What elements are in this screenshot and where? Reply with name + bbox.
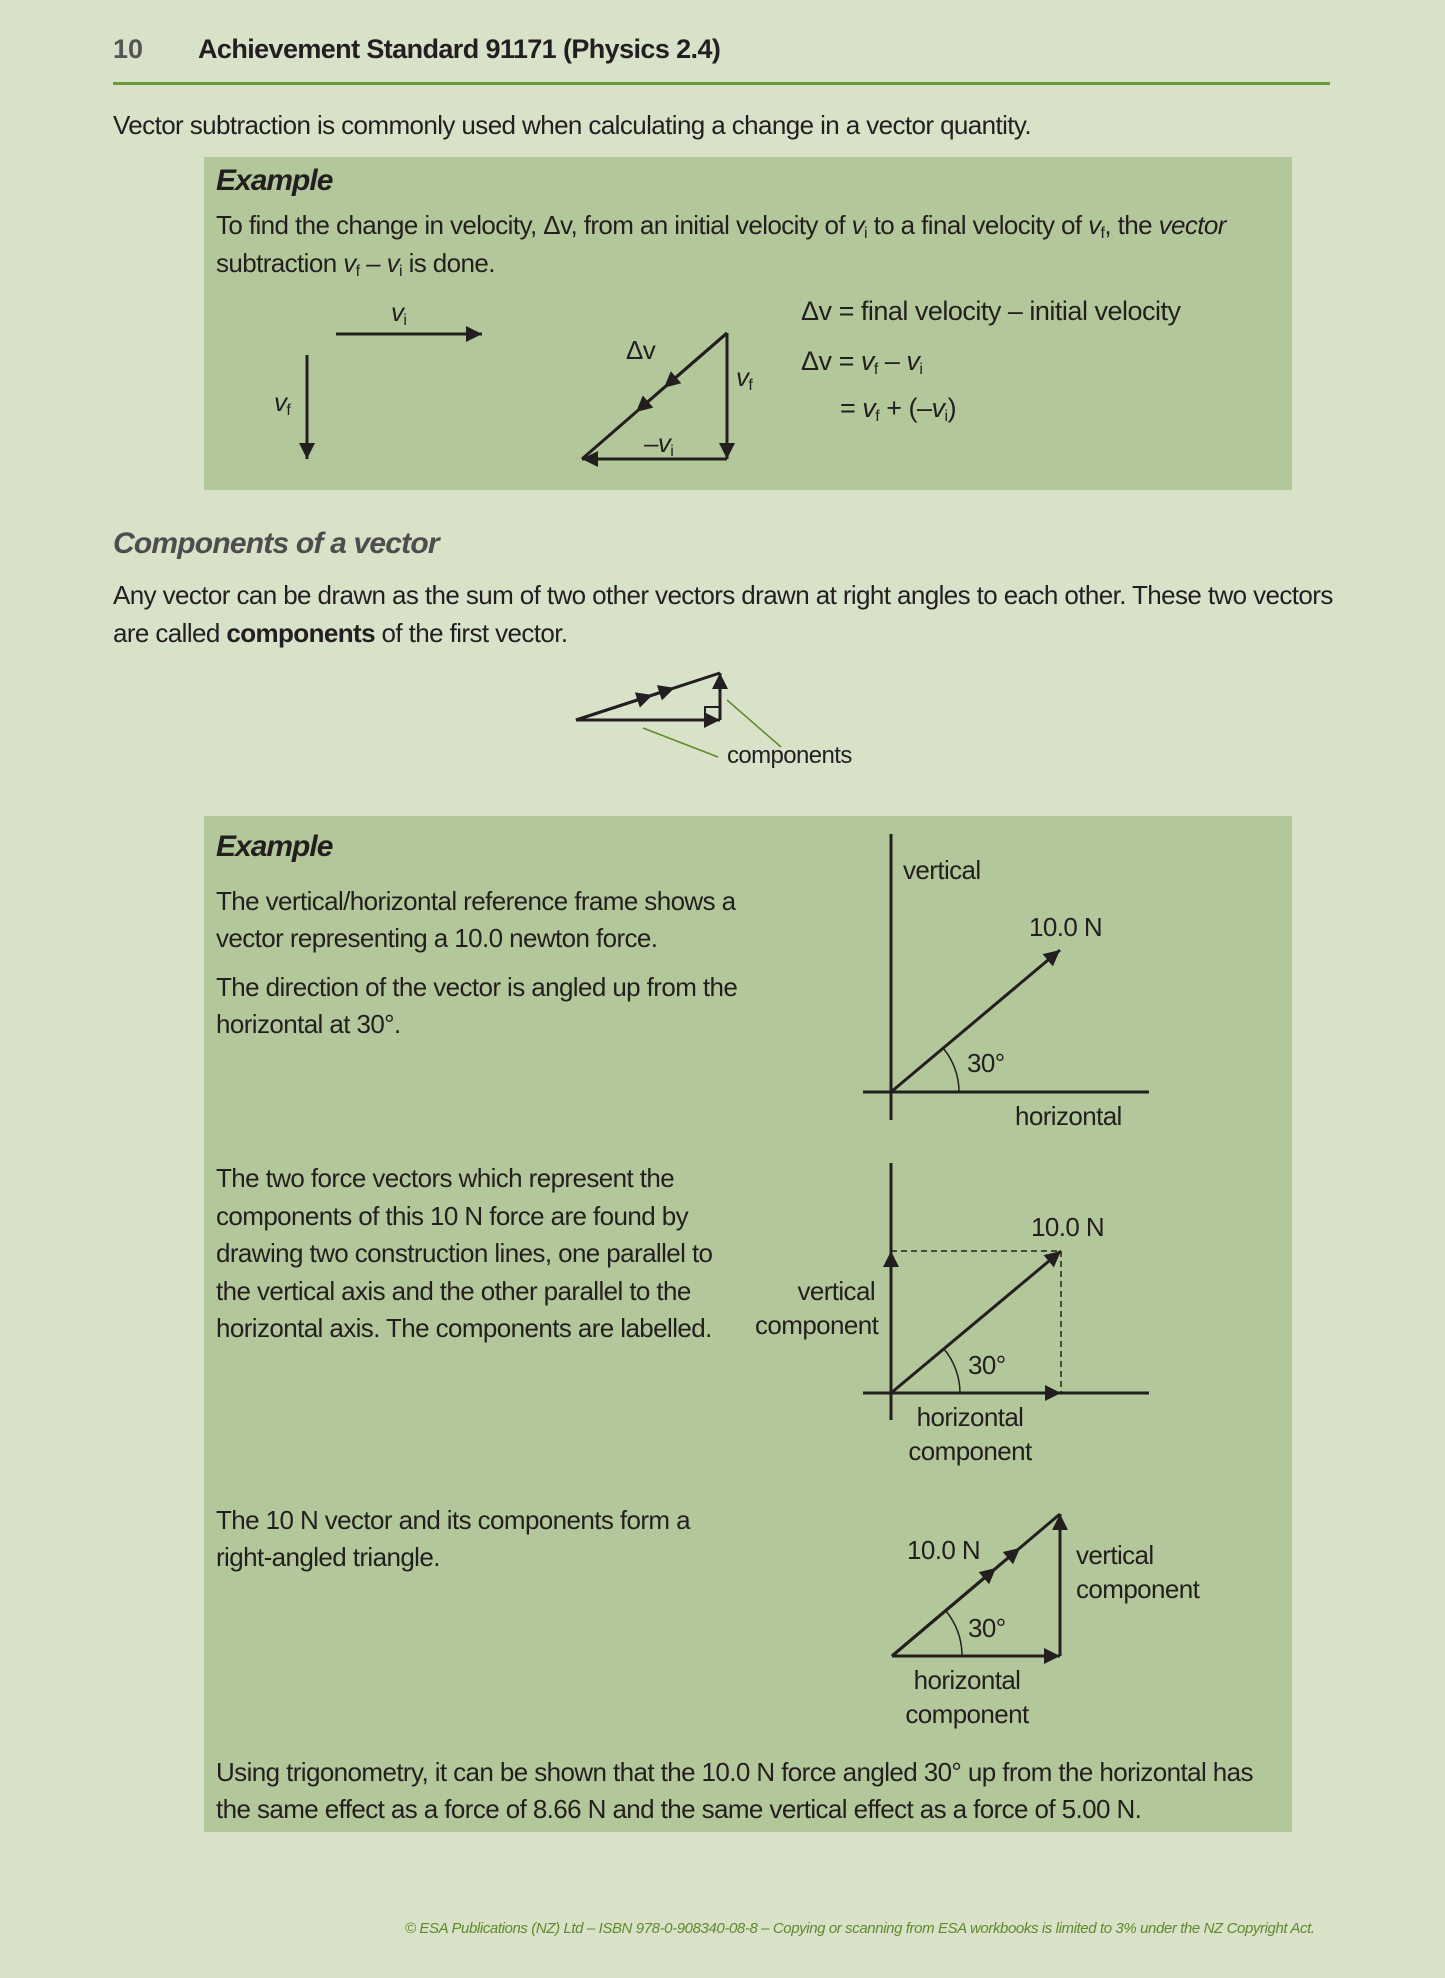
d3-label-angle: 30° [968, 1613, 1006, 1643]
example-1-heading: Example [216, 164, 333, 197]
copyright-footer: © ESA Publications (NZ) Ltd – ISBN 978-0-908340-08-8 – Copying or scanning from ESA workbooks is limited to 3% under the NZ Copyright Act. [405, 1920, 1315, 1937]
example-1-line-2: subtraction $v_f - v_i$ is done. [216, 248, 495, 280]
page-header-title: Achievement Standard 91171 (Physics 2.4) [198, 34, 721, 64]
section-para-line-1: Any vector can be drawn as the sum of two other vectors drawn at right angles to each other. These two vectors [113, 580, 1333, 610]
d3-label-vertical-component: vertical component [1076, 1540, 1200, 1604]
example-2-para-5: Using trigonometry, it can be shown that the 10.0 N force angled 30° up from the horizontal has the same effect as a force of 8.66 N and the same vertical effect as a force of 5.00 N. [216, 1757, 1253, 1824]
page-number: 10 [113, 34, 144, 64]
d2-angle-arc [944, 1349, 960, 1393]
example-2-para-4: The 10 N vector and its components form a right-angled triangle. [216, 1505, 690, 1572]
label-delta-v: Δv [626, 335, 656, 365]
equation-2: $\Delta v = v_f - v_i$ [801, 346, 923, 378]
d1-label-vertical: vertical [903, 855, 981, 885]
section-heading: Components of a vector [113, 527, 439, 560]
d1-label-force: 10.0 N [1029, 912, 1103, 942]
d1-angle-arc [943, 1048, 959, 1092]
intro-text: Vector subtraction is commonly used when calculating a change in a vector quantity. [113, 110, 1032, 140]
d3-label-horizontal-component: horizontal component [905, 1665, 1029, 1729]
label-neg-vi: $-v_i$ [644, 428, 674, 460]
section-para-line-2: are called components of the first vector. [113, 618, 568, 648]
d2-label-horizontal-component: horizontal component [908, 1402, 1032, 1466]
d3-angle-arc [946, 1611, 962, 1656]
equation-3: = $v_f + (-v_i)$ [840, 393, 957, 425]
d2-label-vertical-component: vertical component [755, 1276, 879, 1340]
example-2-heading: Example [216, 830, 333, 863]
example-2-para-3: The two force vectors which represent the components of this 10 N force are found by drawing two construction lines, one parallel to the vertical axis and the other parallel to the horizontal axis. The components are labelled. [216, 1163, 713, 1343]
example-2-para-1: The vertical/horizontal reference frame shows a vector representing a 10.0 newton force. [216, 886, 736, 953]
components-label: components [727, 742, 852, 769]
label-vf: $v_f$ [274, 387, 291, 419]
d2-label-angle: 30° [968, 1350, 1006, 1380]
label-vi: $v_i$ [391, 297, 407, 329]
d3-label-force: 10.0 N [907, 1535, 981, 1565]
label-vf-side: $v_f$ [736, 362, 753, 394]
example-1-line-1: To find the change in velocity, Δv, from an initial velocity of $v_i$ to a final velocity of $v_f$, the vector [216, 210, 1226, 242]
d1-label-horizontal: horizontal [1015, 1101, 1122, 1131]
example-2-para-2: The direction of the vector is angled up from the horizontal at 30°. [216, 972, 738, 1039]
equation-1: Δv = final velocity – initial velocity [801, 296, 1181, 326]
d2-label-force: 10.0 N [1031, 1212, 1105, 1242]
d1-label-angle: 30° [967, 1048, 1005, 1078]
